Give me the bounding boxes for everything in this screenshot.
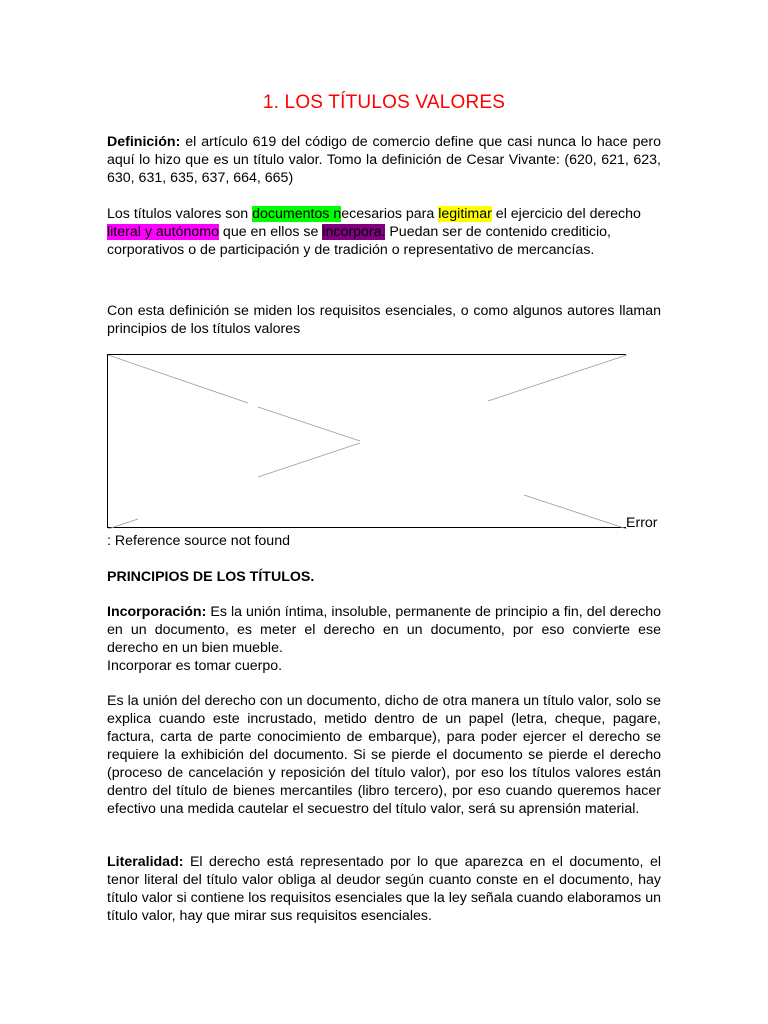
titulos-definition-paragraph: [107, 205, 661, 259]
incorporacion-text: Es la unión íntima, insoluble, permanente de principio a fin, del derecho en un documento, es meter el derecho en un documento, por eso convierte ese derecho en un bien mueble.: [107, 604, 661, 656]
section-heading: PRINCIPIOS DE LOS TÍTULOS.: [107, 569, 315, 585]
text-run: que en ellos se: [218, 224, 323, 240]
requisitos-paragraph: Con esta definición se miden los requisitos esenciales, o como algunos autores llaman principios de los títulos valores: [107, 303, 661, 337]
literalidad-label: Literalidad:: [107, 854, 184, 870]
reference-error-continued: : Reference source not found: [107, 533, 290, 549]
highlight-literal-autonomo: literal y autónomo: [107, 224, 219, 240]
incorporacion-paragraph: [107, 603, 661, 675]
text-run: Los títulos valores son: [107, 206, 253, 222]
incorporacion-line2: Incorporar es tomar cuerpo.: [107, 658, 283, 674]
highlight-incorpora: incorpora.: [322, 224, 386, 240]
literalidad-paragraph: [107, 853, 661, 925]
definition-paragraph: [107, 133, 661, 187]
definition-text: el artículo 619 del código de comercio define que casi nunca lo hace pero aquí lo hizo que es un título valor. Tomo la definición de Cesar Vivante: (620, 621, 623, 630, 631, 635, 637, 664, 665): [107, 134, 661, 186]
text-run: el ejercicio del derecho: [491, 206, 641, 222]
highlight-documentos: documentos n: [252, 206, 342, 222]
incorporacion-label: Incorporación:: [107, 604, 207, 620]
union-paragraph: Es la unión del derecho con un documento, dicho de otra manera un título valor, solo se explica cuando este incrustado, metido dentro de un papel (letra, cheque, pagare, factura, carta de parte conocimiento de embarque), para poder ejercer el derecho se requiere la exhibición del documento. Si se pierde el documento se pierde el derecho (proceso de cancelación y reposición del título valor), por eso los títulos valores están dentro del título de bienes mercantiles (libro tercero), por eso cuando queremos hacer efectivo una medida cautelar el secuestro del título valor, será su aprensión material.: [107, 693, 661, 817]
text-run: ecesarios para: [341, 206, 439, 222]
missing-figure-frame: [107, 354, 626, 528]
definition-label: Definición:: [107, 134, 181, 150]
broken-image-lines: [108, 355, 627, 529]
literalidad-text: El derecho está representado por lo que aparezca en el documento, el tenor literal del título valor obliga al deudor según cuanto conste en el documento, hay título valor si contiene los requisitos esenciales que la ley señala cuando elaboramos un título valor, hay que mirar sus requisitos esenciales.: [107, 854, 661, 924]
text-run: Puedan ser de contenido crediticio, corporativos o de participación y de tradición o representativo de mercancías.: [107, 224, 611, 258]
highlight-legitimar: legitimar: [438, 206, 492, 222]
reference-error-text: Error: [626, 515, 658, 531]
page-title: 1. LOS TÍTULOS VALORES: [262, 92, 506, 113]
